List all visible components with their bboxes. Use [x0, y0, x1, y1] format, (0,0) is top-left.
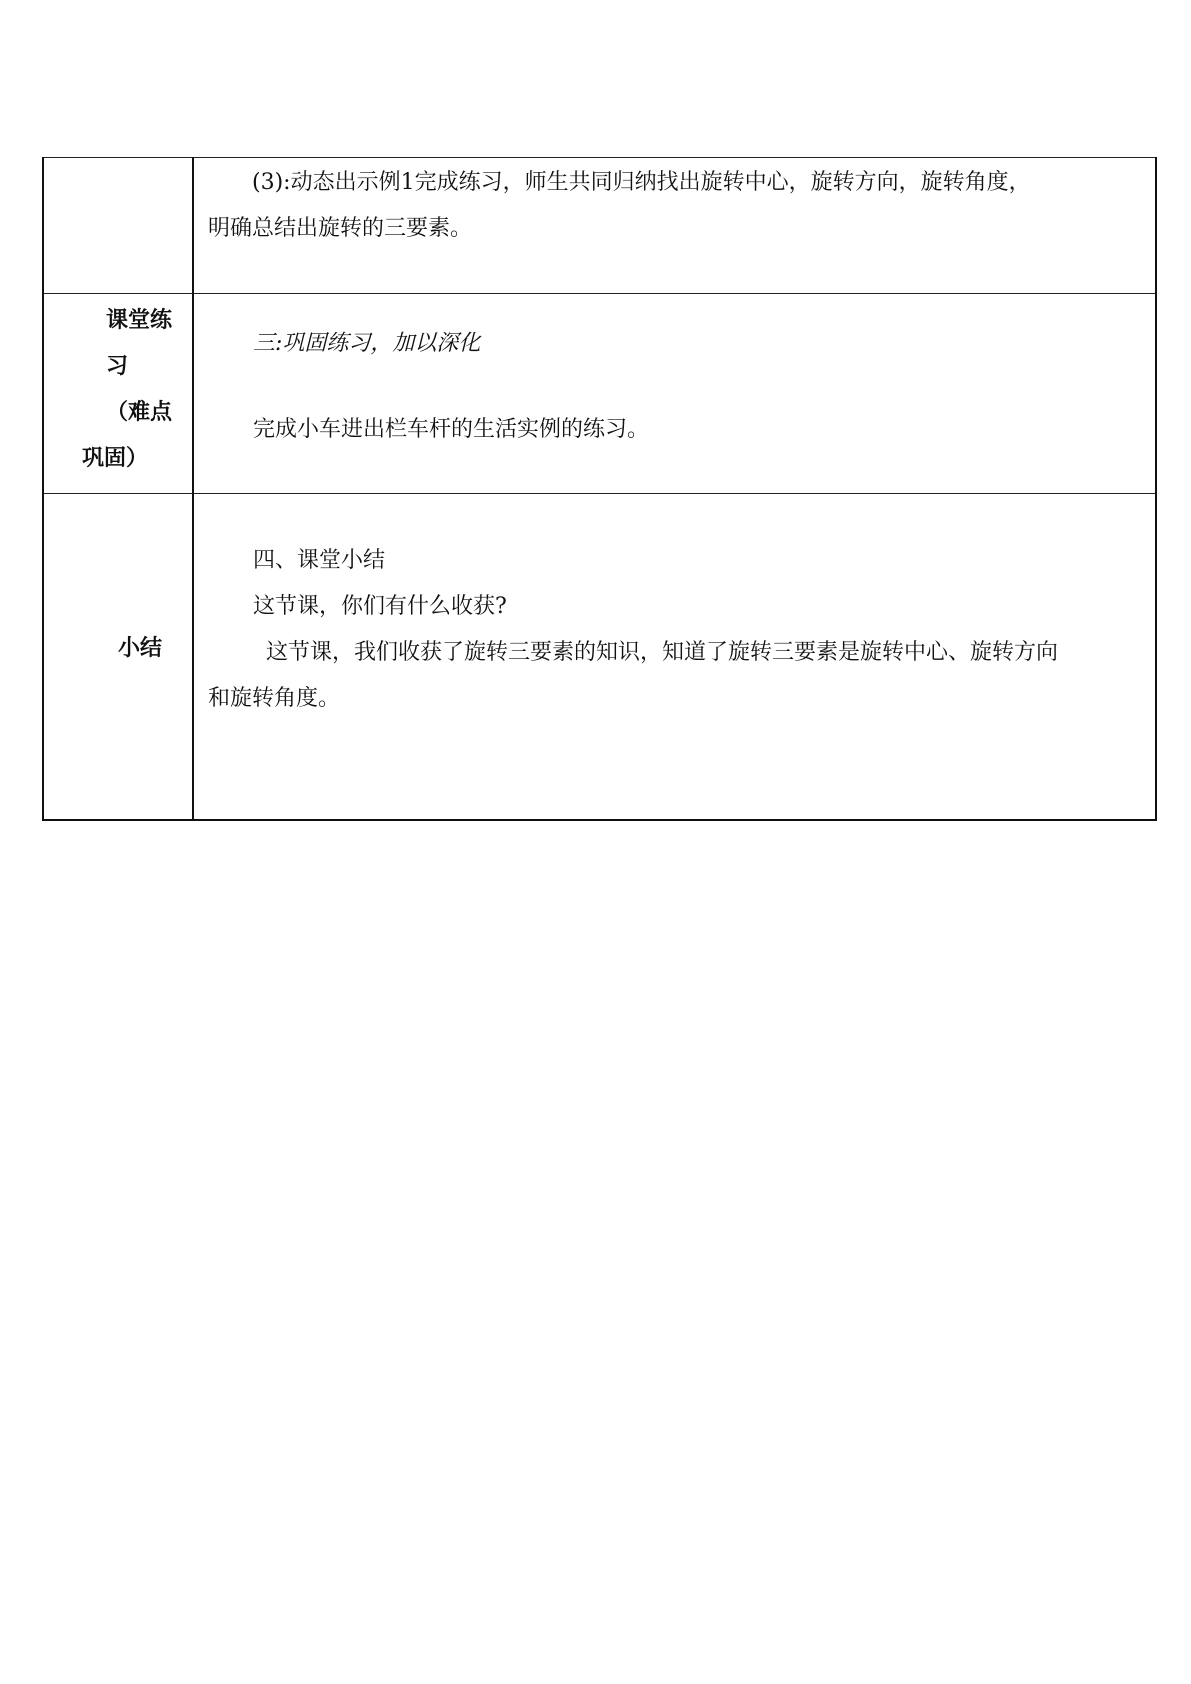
paragraph-question: 这节课，你们有什么收获?: [253, 594, 507, 619]
row-label-line: 习: [106, 354, 129, 379]
paragraph-example-practice: (3):动态出示例1完成练习，师生共同归纳找出旋转中心，旋转方向，旋转角度，: [252, 170, 1031, 195]
row-content-cell: [193, 294, 1156, 494]
section-heading: 三:巩固练习，加以深化: [253, 331, 481, 356]
paragraph-answer-continued: 和旋转角度。: [208, 686, 341, 711]
row-label-line: 课堂练: [106, 308, 173, 333]
table-row-classroom-exercise: [43, 294, 1156, 494]
paragraph-answer: 这节课，我们收获了旋转三要素的知识，知道了旋转三要素是旋转中心、旋转方向: [266, 640, 1059, 665]
paragraph-three-elements: 明确总结出旋转的三要素。: [208, 216, 473, 241]
row-content-cell: [193, 158, 1156, 294]
row-label-cell: [43, 294, 193, 494]
row-label-line: （难点: [106, 400, 173, 425]
row-label-cell: [43, 494, 193, 820]
row-label-line: 巩固）: [82, 446, 149, 471]
row-content-cell: [193, 494, 1156, 820]
row-label-summary: 小结: [118, 636, 163, 661]
table-row-summary: [43, 494, 1156, 820]
section-heading: 四、课堂小结: [253, 548, 386, 573]
table-row-rotation-practice: [43, 158, 1156, 294]
row-label-cell: [43, 158, 193, 294]
paragraph-exercise: 完成小车进出栏车杆的生活实例的练习。: [253, 417, 650, 442]
lesson-plan-table: [42, 157, 1157, 821]
